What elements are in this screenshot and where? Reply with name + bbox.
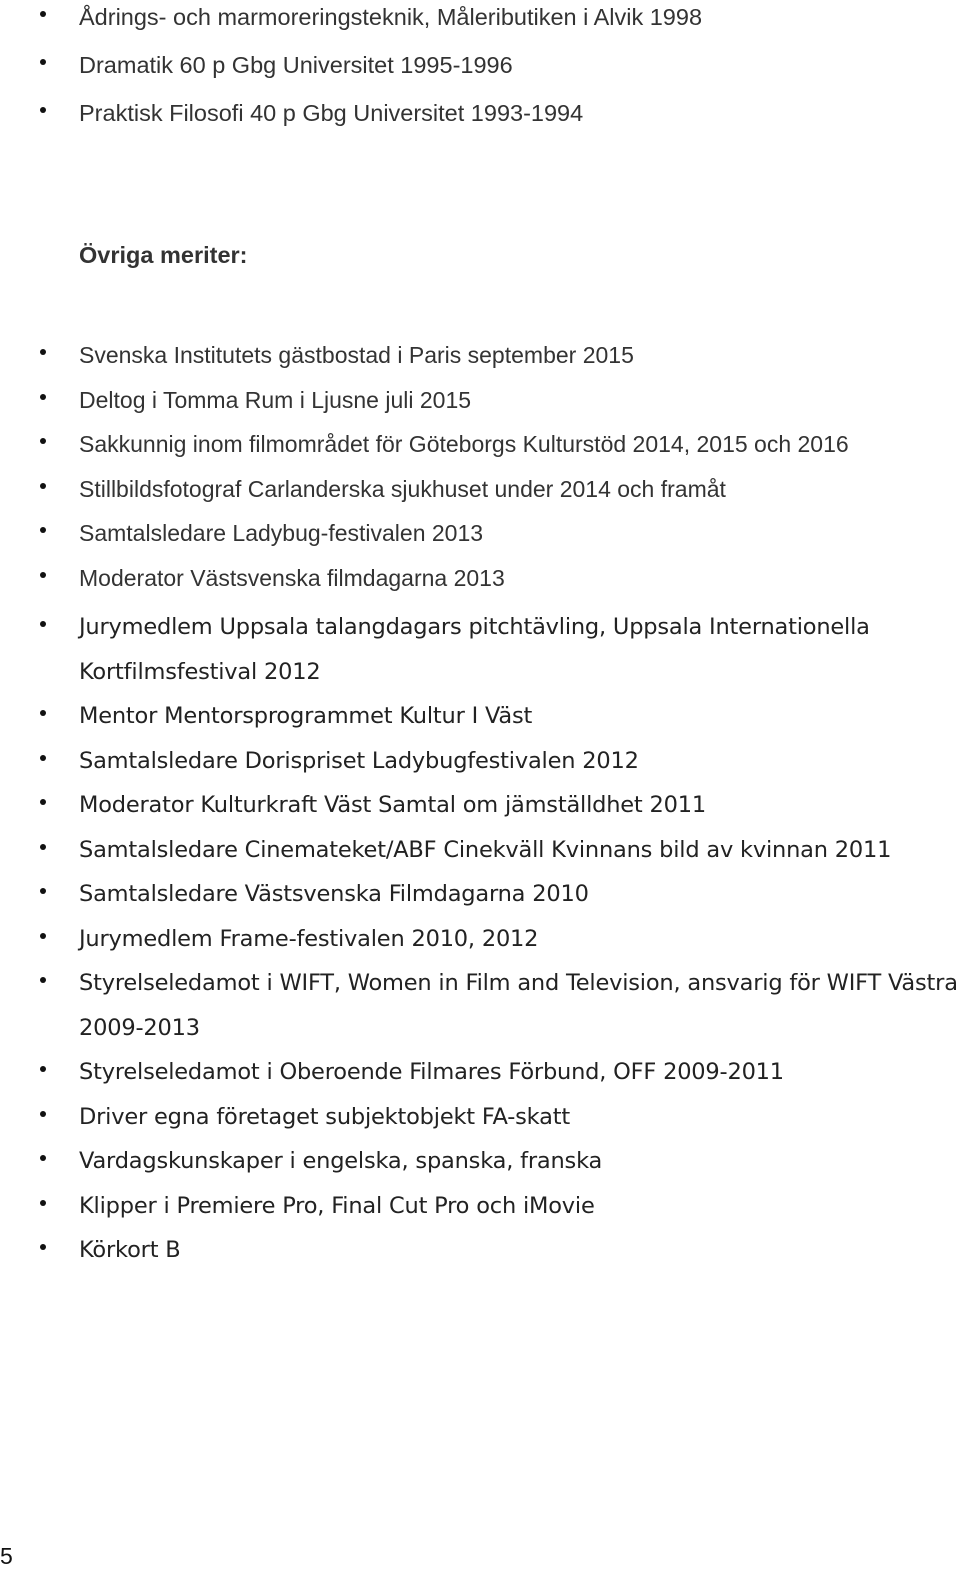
merits-list-b — [0, 605, 959, 1273]
bullet-icon — [40, 572, 46, 578]
bullet-icon — [40, 11, 46, 17]
section-heading: Övriga meriter: — [79, 242, 248, 268]
list-item — [0, 48, 702, 96]
list-item-text: Sakkunnig inom filmområdet för Göteborgs Kulturstöd 2014, 2015 och 2016 — [79, 431, 849, 457]
bullet-icon — [40, 527, 46, 533]
list-item — [0, 917, 959, 962]
list-item — [0, 1095, 959, 1140]
list-item-text: Ådrings- och marmoreringsteknik, Måleributiken i Alvik 1998 — [79, 4, 703, 30]
list-item-text: Mentor Mentorsprogrammet Kultur I Väst — [79, 703, 533, 729]
list-item — [0, 961, 959, 1050]
bullet-icon — [40, 1155, 46, 1161]
bullet-icon — [40, 621, 46, 627]
bullet-icon — [40, 1066, 46, 1072]
list-item — [0, 1228, 959, 1273]
list-item-text: Vardagskunskaper i engelska, spanska, franska — [79, 1148, 603, 1174]
list-item — [0, 338, 849, 383]
bullet-icon — [40, 1111, 46, 1117]
list-item — [0, 472, 849, 517]
list-item-text: Samtalsledare Cinemateket/ABF Cinekväll Kvinnans bild av kvinnan 2011 — [79, 836, 892, 863]
list-item — [0, 561, 849, 606]
bullet-icon — [40, 755, 46, 761]
list-item — [0, 605, 959, 694]
list-item — [0, 427, 849, 472]
bullet-icon — [40, 710, 46, 716]
bullet-icon — [40, 888, 46, 894]
bullet-icon — [40, 977, 46, 983]
list-item — [0, 1050, 959, 1095]
bullet-icon — [40, 1244, 46, 1250]
education-list — [0, 0, 702, 144]
list-item-text: Moderator Västsvenska filmdagarna 2013 — [79, 564, 505, 591]
page-number: 5 — [0, 1543, 13, 1569]
list-item-text: Deltog i Tomma Rum i Ljusne juli 2015 — [79, 386, 472, 413]
list-item — [0, 828, 959, 873]
list-item — [0, 1139, 959, 1184]
list-item-text: Samtalsledare Dorispriset Ladybugfestivalen 2012 — [79, 747, 639, 774]
bullet-icon — [40, 1200, 46, 1206]
list-item-text: Jurymedlem Frame-festivalen 2010, 2012 — [79, 925, 539, 952]
list-item — [0, 0, 702, 48]
list-item-text: Stillbildsfotograf Carlanderska sjukhuset under 2014 och framåt — [79, 475, 726, 502]
merits-list-a — [0, 338, 849, 605]
list-item-text: Styrelseledamot i Oberoende Filmares Förbund, OFF 2009-2011 — [79, 1059, 784, 1085]
bullet-icon — [40, 438, 46, 444]
list-item-text: Driver egna företaget subjektobjekt FA-skatt — [79, 1103, 570, 1130]
list-item-text: Styrelseledamot i WIFT, Women in Film and Television, ansvarig för WIFT Västra 2009-2013 — [79, 970, 958, 1041]
list-item — [0, 694, 959, 739]
list-item-text: Dramatik 60 p Gbg Universitet 1995-1996 — [79, 52, 513, 78]
list-item-text: Jurymedlem Uppsala talangdagars pitchtävling, Uppsala Internationella Kortfilmsfestival 2012 — [79, 614, 870, 685]
list-item-text: Samtalsledare Ladybug-festivalen 2013 — [79, 520, 484, 546]
bullet-icon — [40, 59, 46, 65]
bullet-icon — [40, 394, 46, 400]
list-item-text: Praktisk Filosofi 40 p Gbg Universitet 1993-1994 — [79, 100, 584, 126]
list-item-text: Klipper i Premiere Pro, Final Cut Pro och iMovie — [79, 1192, 595, 1219]
list-item-text: Körkort B — [79, 1237, 181, 1263]
list-item — [0, 96, 702, 144]
bullet-icon — [40, 107, 46, 113]
bullet-icon — [40, 799, 46, 805]
list-item-text: Samtalsledare Västsvenska Filmdagarna 2010 — [79, 881, 589, 907]
list-item — [0, 516, 849, 561]
list-item — [0, 872, 959, 917]
bullet-icon — [40, 933, 46, 939]
list-item-text: Moderator Kulturkraft Väst Samtal om jämställdhet 2011 — [79, 792, 706, 818]
list-item — [0, 383, 849, 428]
bullet-icon — [40, 844, 46, 850]
list-item — [0, 1184, 959, 1229]
list-item-text: Svenska Institutets gästbostad i Paris september 2015 — [79, 342, 634, 368]
bullet-icon — [40, 349, 46, 355]
bullet-icon — [40, 483, 46, 489]
list-item — [0, 783, 959, 828]
list-item — [0, 739, 959, 784]
